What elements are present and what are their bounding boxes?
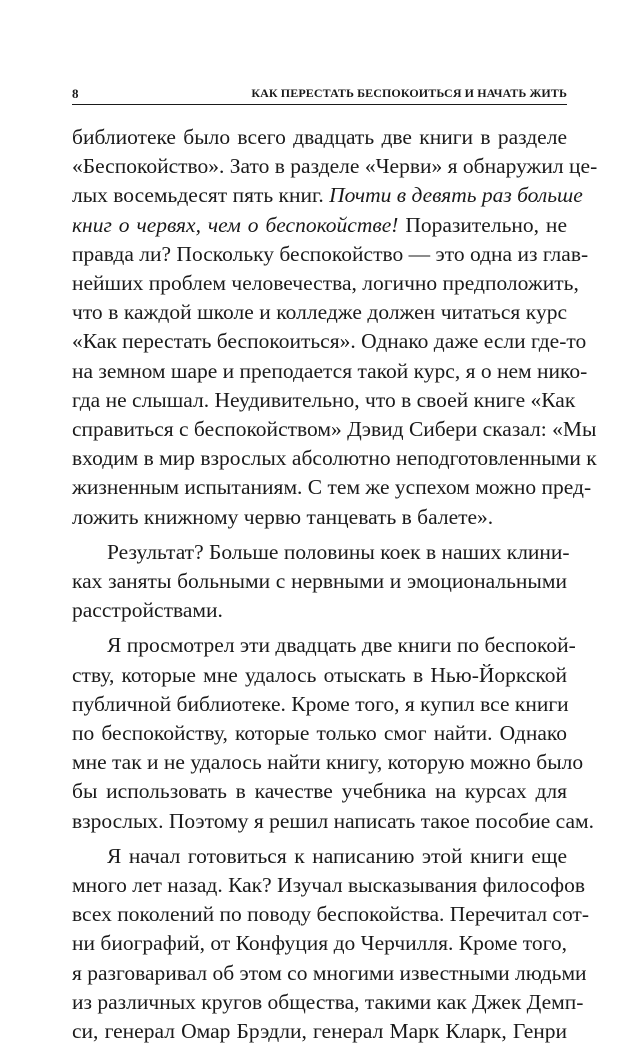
text-line: что в каждой школе и колледже должен читаться курс [72,300,567,325]
text-line: Результат? Больше половины коек в наших клини- [107,539,570,564]
paragraph-4 [72,842,589,1046]
italic-emphasis: книг о червях, чем о беспокойстве! [72,212,399,237]
text-line: всех поколений по поводу беспокойства. Перечитал сот- [72,902,589,927]
text-line: ложить книжному червю танцевать в балете». [72,504,494,529]
paragraph-1 [72,123,598,532]
text-line: ках заняты больными с нервными и эмоциональными [72,569,567,594]
paragraph-2 [72,538,570,626]
text-line: гда не слышал. Неудивительно, что в своей книге «Как [72,387,576,412]
text-line: мне так и не удалось найти книгу, которую можно было [72,750,584,775]
text-line: из различных кругов общества, такими как Джек Демп- [72,989,584,1014]
text-line: Я начал готовиться к написанию этой книги еще [107,843,567,868]
text-segment: Поразительно, не [405,212,567,237]
text-line: «Беспокойство». Зато в разделе «Черви» я обнаружил це- [72,154,598,179]
page-number: 8 [72,86,79,101]
text-line: входим в мир взрослых абсолютно неподготовленными к [72,446,597,471]
text-line: на земном шаре и преподается такой курс, я о нем нико- [72,358,588,383]
text-line: правда ли? Поскольку беспокойство — это одна из глав- [72,241,589,266]
text-line: ству, которые мне удалось отыскать в Нью-Йоркской [72,662,567,687]
text-line: взрослых. Поэтому я решил написать такое пособие сам. [72,808,594,833]
running-header [72,80,567,105]
text-line: я разговаривал об этом со многими известными людьми [72,960,587,985]
text-segment: лых восемьдесят пять книг. [72,183,324,208]
text-line: нейших проблем человечества, логично предположить, [72,271,579,296]
text-line: «Как перестать беспокоиться». Однако даже если где-то [72,329,587,354]
text-line: публичной библиотеке. Кроме того, я купил все книги [72,691,569,716]
text-line [72,181,583,210]
paragraph-3 [72,631,594,835]
text-line: библиотеке было всего двадцать две книги в разделе [72,125,567,149]
text-line: много лет назад. Как? Изучал высказывания философов [72,873,586,898]
text-line: Я просмотрел эти двадцать две книги по беспокой- [107,633,576,658]
text-line: жизненным испытаниям. С тем же успехом можно пред- [72,475,592,500]
text-line: бы использовать в качестве учебника на курсах для [72,779,567,804]
text-line: справиться с беспокойством» Дэвид Сибери сказал: «Мы [72,417,597,442]
running-title: КАК ПЕРЕСТАТЬ БЕСПОКОИТЬСЯ И НАЧАТЬ ЖИТЬ [251,86,567,100]
text-line: по беспокойству, которые только смог найти. Однако [72,721,567,746]
text-line: си, генерал Омар Брэдли, генерал Марк Кларк, Генри [72,1019,567,1044]
text-line [72,211,567,240]
text-line: расстройствами. [72,598,223,623]
italic-emphasis: Почти в девять раз больше [329,183,583,208]
body-text [72,123,598,1046]
text-line: ни биографий, от Конфуция до Черчилля. Кроме того, [72,931,568,956]
